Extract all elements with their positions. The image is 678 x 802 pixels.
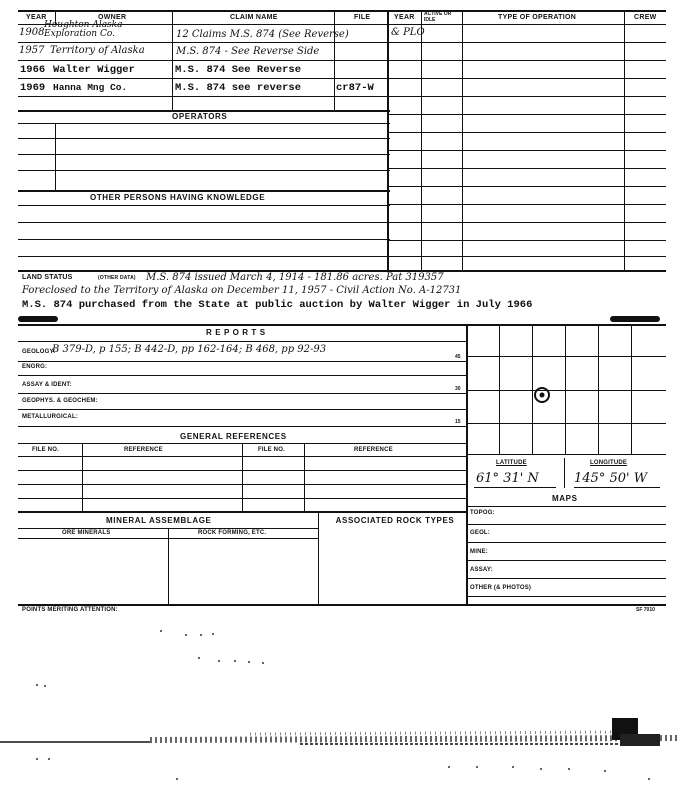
associated-rock-types: ASSOCIATED ROCK TYPES <box>335 516 455 525</box>
general-references-title: GENERAL REFERENCES <box>180 432 287 441</box>
row-line <box>18 138 390 139</box>
col-divider <box>242 443 243 511</box>
maps-other: OTHER (& PHOTOS) <box>470 585 532 591</box>
row-line <box>388 204 666 205</box>
row-line <box>18 239 390 240</box>
row-line <box>18 426 466 427</box>
table-top-border <box>18 10 666 12</box>
row-line <box>18 42 390 43</box>
row-line <box>18 409 466 410</box>
row-line <box>467 560 666 561</box>
reports-title: R E P O R T S <box>206 328 266 337</box>
claim-name: M.S. 874 See Reverse <box>175 64 302 76</box>
row-line <box>18 470 466 471</box>
maps-geol: GEOL: <box>470 530 490 536</box>
file-ref: cr87-W <box>336 82 374 94</box>
row-line <box>18 222 390 223</box>
scan-speck <box>44 685 46 687</box>
row-line <box>18 170 390 171</box>
col-owner: OWNER <box>98 14 127 21</box>
row-line <box>467 578 666 579</box>
owner-name: Hanna Mng Co. <box>53 82 128 93</box>
scan-speck <box>540 768 542 770</box>
scan-speck <box>512 766 514 768</box>
col-ore-minerals: ORE MINERALS <box>62 530 111 536</box>
row-line <box>388 132 666 133</box>
row-line <box>18 393 466 394</box>
col-divider <box>421 10 422 270</box>
col-file-no: FILE NO. <box>32 447 59 453</box>
row-line <box>388 222 666 223</box>
col-divider <box>55 123 56 192</box>
col-divider <box>564 458 565 488</box>
col-divider <box>304 443 305 511</box>
other-persons-divider <box>18 190 390 192</box>
col-reference-2: REFERENCE <box>354 447 393 453</box>
col-divider <box>624 10 625 270</box>
row-line <box>18 123 390 124</box>
mineral-assemblage-title: MINERAL ASSEMBLAGE <box>106 516 212 525</box>
maps-mine: MINE: <box>470 549 488 555</box>
row-line <box>18 341 466 342</box>
col-type-of-operation: TYPE OF OPERATION <box>498 14 577 21</box>
col-claim-name: CLAIM NAME <box>230 14 278 21</box>
claim-name: 12 Claims M.S. 874 (See Reverse) <box>176 29 349 40</box>
grid-line <box>631 324 632 454</box>
grid-line <box>565 324 566 454</box>
col-active-idle: ACTIVE OR IDLE <box>424 11 452 23</box>
owner-name: Houghton Alaska Exploration Co. <box>44 20 123 39</box>
land-status-sublabel: (OTHER DATA) <box>98 275 136 281</box>
land-status-label: LAND STATUS <box>22 274 73 281</box>
reports-top-border <box>18 324 666 326</box>
land-status-line-3: M.S. 874 purchased from the State at public auction by Walter Wigger in July 1966 <box>22 299 533 311</box>
scan-smudge <box>18 316 58 322</box>
owner-name: Territory of Alaska <box>50 45 145 56</box>
row-line <box>18 154 390 155</box>
col-file: FILE <box>354 14 371 21</box>
other-persons-heading: OTHER PERSONS HAVING KNOWLEDGE <box>90 193 266 202</box>
col-year: YEAR <box>26 14 47 21</box>
scan-speck <box>604 770 606 772</box>
scan-noise-band <box>0 718 678 752</box>
row-line <box>388 256 666 257</box>
scan-speck <box>248 661 250 663</box>
scan-speck <box>568 768 570 770</box>
scan-speck <box>448 766 450 768</box>
claim-name: M.S. 874 - See Reverse Side <box>176 46 320 57</box>
margin-number: 30 <box>455 386 461 392</box>
underline <box>574 487 660 488</box>
scan-speck <box>262 662 264 664</box>
scan-speck <box>200 634 202 636</box>
land-status-line-1: M.S. 874 issued March 4, 1914 - 181.86 acres. Pat 319357 <box>146 272 444 283</box>
row-line <box>467 596 666 597</box>
row-line <box>388 240 666 241</box>
assay-label: ASSAY & IDENT: <box>22 382 72 388</box>
latitude-label: LATITUDE <box>496 460 527 466</box>
latitude-value: 61° 31' N <box>476 471 539 486</box>
geology-label: GEOLOGY: <box>22 349 56 355</box>
grid-line <box>499 324 500 454</box>
scan-speck <box>48 758 50 760</box>
scan-smudge <box>610 316 660 322</box>
owner-year: 1957 <box>19 45 45 56</box>
location-marker-icon <box>532 385 552 405</box>
grid-line <box>467 356 666 357</box>
row-line <box>388 114 666 115</box>
row-line <box>388 60 666 61</box>
underline <box>474 487 556 488</box>
scan-speck <box>648 778 650 780</box>
points-meriting-attention-label: POINTS MERITING ATTENTION: <box>22 607 118 613</box>
row-line <box>388 168 666 169</box>
scan-speck <box>212 633 214 635</box>
col-divider <box>466 324 468 604</box>
grid-line <box>598 324 599 454</box>
scan-speck <box>476 766 478 768</box>
longitude-label: LONGITUDE <box>590 460 628 466</box>
grid-line <box>467 423 666 424</box>
row-line <box>388 96 666 97</box>
form-number: SF 7010 <box>636 607 655 613</box>
scan-speck <box>36 758 38 760</box>
owner-year: 1966 <box>20 64 46 76</box>
owner-year: 1908 <box>19 27 45 38</box>
row-line <box>18 78 390 79</box>
bottom-border <box>18 604 666 606</box>
col-divider <box>82 443 83 511</box>
col-divider <box>462 10 463 270</box>
scan-speck <box>176 778 178 780</box>
scan-speck <box>218 660 220 662</box>
col-reference: REFERENCE <box>124 447 163 453</box>
col-crew: CREW <box>634 14 657 21</box>
engrg-label: ENGRG: <box>22 364 48 370</box>
col-divider <box>387 10 389 270</box>
row-line <box>18 511 466 513</box>
margin-number: 15 <box>455 419 461 425</box>
claim-name: M.S. 874 see reverse <box>175 82 302 94</box>
row-line <box>467 524 666 525</box>
row-line <box>18 361 466 362</box>
margin-number: 45 <box>455 354 461 360</box>
scan-speck <box>198 657 200 659</box>
maps-assay: ASSAY: <box>470 567 493 573</box>
row-line <box>18 498 466 499</box>
grid-line <box>467 390 666 391</box>
row-line <box>388 78 666 79</box>
row-line <box>467 542 666 543</box>
row-line <box>18 60 390 61</box>
row-line <box>18 96 390 97</box>
row-line <box>388 42 666 43</box>
col-file-no-2: FILE NO. <box>258 447 285 453</box>
row-line <box>388 150 666 151</box>
owner-year: 1969 <box>20 82 46 94</box>
geophys-label: GEOPHYS. & GEOCHEM: <box>22 398 98 404</box>
col-year-2: YEAR <box>394 14 415 21</box>
land-status-line-2: Foreclosed to the Territory of Alaska on December 11, 1957 - Civil Action No. A-12731 <box>22 285 462 296</box>
metallurgical-label: METALLURGICAL: <box>22 414 79 420</box>
row-line <box>18 205 390 206</box>
col-divider <box>168 528 169 604</box>
owner-name: Walter Wigger <box>53 64 135 76</box>
col-divider <box>318 511 319 604</box>
geology-value: B 379-D, p 155; B 442-D, pp 162-164; B 468, pp 92-93 <box>52 344 327 355</box>
maps-title: MAPS <box>552 494 578 503</box>
scan-speck <box>185 634 187 636</box>
row-line <box>18 256 390 257</box>
maps-topog: TOPOG: <box>470 510 495 516</box>
scan-speck <box>36 684 38 686</box>
longitude-value: 145° 50' W <box>574 471 648 486</box>
file-ref: & PLO <box>391 27 425 38</box>
row-line <box>18 375 466 376</box>
scan-speck <box>234 660 236 662</box>
row-line <box>388 186 666 187</box>
col-rock-forming: ROCK FORMING, ETC. <box>198 530 267 536</box>
row-line <box>467 506 666 507</box>
grid-line <box>467 454 666 455</box>
scan-speck <box>160 630 162 632</box>
operators-heading: OPERATORS <box>172 112 228 121</box>
row-line <box>18 484 466 485</box>
